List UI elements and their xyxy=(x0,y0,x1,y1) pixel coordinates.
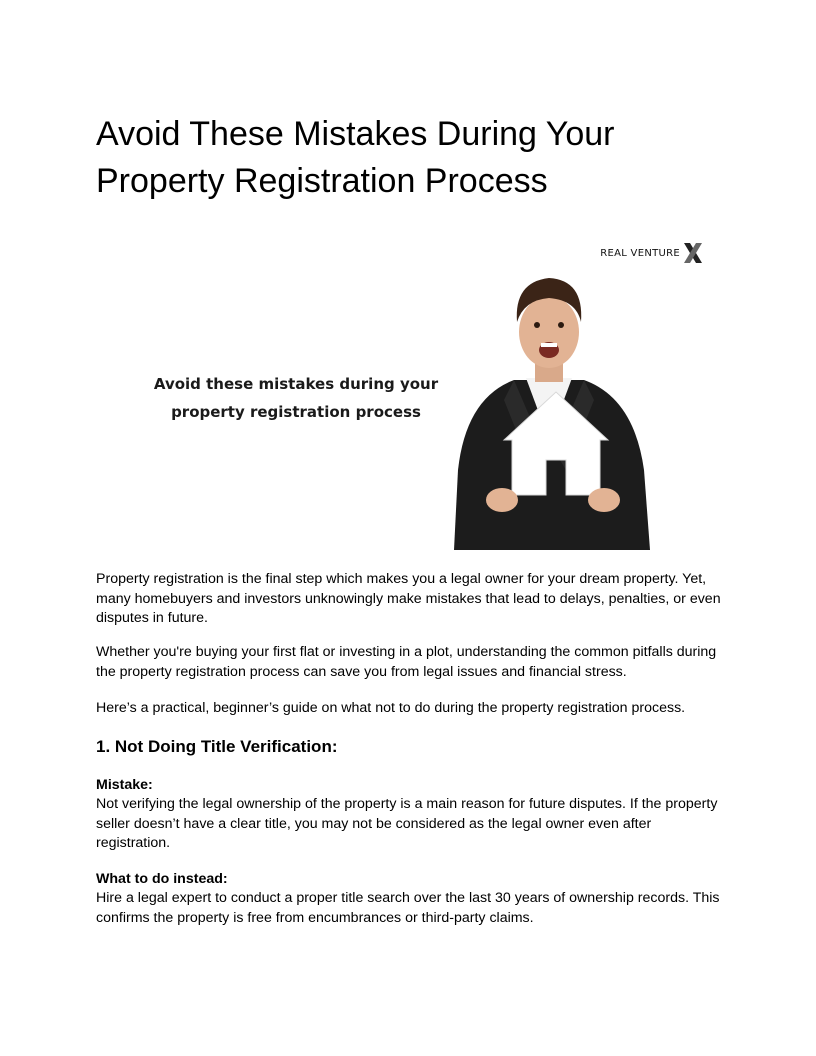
banner-heading: Avoid these mistakes during your property registration process xyxy=(153,375,439,421)
page-title: Avoid These Mistakes During Your Property Registration Process xyxy=(96,115,615,200)
section-heading-title-verification: 1. Not Doing Title Verification: xyxy=(96,737,338,756)
man-holding-house-icon xyxy=(444,270,654,550)
third-paragraph: Here’s a practical, beginner’s guide on what not to do during the property registration process. xyxy=(96,700,686,716)
article-banner-image xyxy=(96,232,720,550)
what-to-do-label: What to do instead: xyxy=(96,871,228,887)
x-logo-icon xyxy=(682,242,704,264)
brand-logo xyxy=(600,242,704,264)
second-paragraph: Whether you're buying your first flat or investing in a plot, understanding the common pitfalls during the property registration process can save you from legal issues and financial stress. xyxy=(96,644,717,680)
intro-paragraph: Property registration is the final step which makes you a legal owner for your dream property. Yet, many homebuyers and investors unknowingly make mistakes that lead to delays, penalties, or even disputes in future. xyxy=(96,571,721,626)
mistake-paragraph: Not verifying the legal ownership of the property is a main reason for future disputes. If the property seller doesn’t have a clear title, you may not be considered as the legal owner even after registration. xyxy=(96,796,718,851)
brand-logo-text: REAL VENTURE xyxy=(600,247,680,259)
mistake-label: Mistake: xyxy=(96,777,153,793)
what-to-do-paragraph: Hire a legal expert to conduct a proper title search over the last 30 years of ownership records. This confirms the property is free from encumbrances or third-party claims. xyxy=(96,890,720,926)
